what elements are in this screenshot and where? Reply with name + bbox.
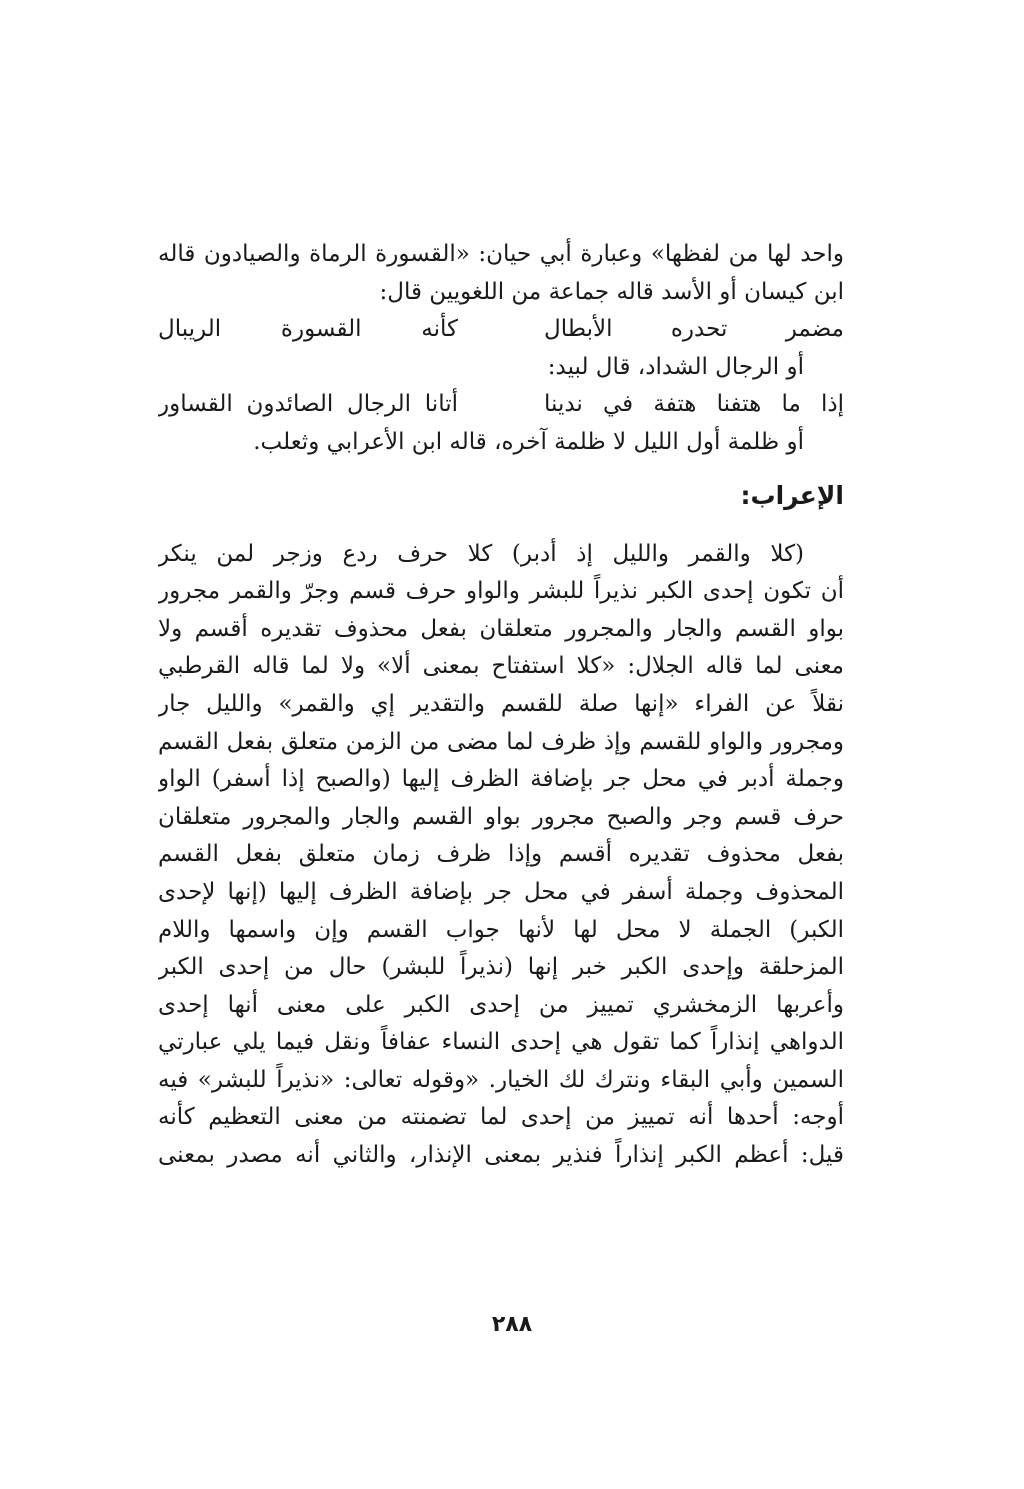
text-line: بواو القسم والجار والمجرور متعلقان بفعل محذوف تقديره أقسم ولا — [158, 615, 844, 642]
verse-second-hemistich: كأنه القسورة الريبال — [158, 316, 458, 343]
page-number: ٢٨٨ — [491, 1312, 533, 1337]
verse-second-hemistich: أتانا الرجال الصائدون القساور — [158, 391, 458, 418]
verse-first-hemistich: إذا ما هتفنا هتفة في ندينا — [544, 391, 844, 418]
text-line: ابن كيسان أو الأسد قاله جماعة من اللغويين قال: — [379, 278, 844, 305]
section-heading: الإعراب: — [740, 480, 844, 510]
text-line: المزحلقة وإحدى الكبر خبر إنها (نذيراً للبشر) حال من إحدى الكبر — [158, 954, 844, 981]
text-line: الدواهي إنذاراً كما تقول هي إحدى النساء عفافاً ونقل فيما يلي عبارتي — [158, 1029, 844, 1056]
text-line: أو ظلمة أول الليل لا ظلمة آخره، قاله ابن الأعرابي وثعلب. — [253, 428, 804, 455]
text-line: وجملة أدبر في محل جر بإضافة الظرف إليها (والصبح إذا أسفر) الواو — [158, 766, 844, 793]
text-line: أوجه: أحدها أنه تمييز من إحدى لما تضمنته من معنى التعظيم كأنه — [158, 1104, 844, 1131]
text-line: بفعل محذوف تقديره أقسم وإذا ظرف زمان متعلق بفعل القسم — [158, 841, 844, 868]
text-line: (كلا والقمر والليل إذ أدبر) كلا حرف ردع وزجر لمن ينكر — [158, 540, 804, 567]
text-line: أن تكون إحدى الكبر نذيراً للبشر والواو حرف قسم وجرّ والقمر مجرور — [158, 578, 844, 605]
text-line: الكبر) الجملة لا محل لها لأنها جواب القسم وإن واسمها واللام — [158, 916, 844, 943]
text-line: أو الرجال الشداد، قال لبيد: — [547, 353, 804, 380]
text-line: السمين وأبي البقاء ونترك لك الخيار. «وقوله تعالى: «نذيراً للبشر» فيه — [158, 1066, 844, 1093]
text-line: وأعربها الزمخشري تمييز من إحدى الكبر على معنى أنها إحدى — [158, 991, 844, 1018]
text-line: معنى لما قاله الجلال: «كلا استفتاح بمعنى ألا» ولا لما قاله القرطبي — [158, 653, 844, 680]
text-line: قيل: أعظم الكبر إنذاراً فنذير بمعنى الإنذار، والثاني أنه مصدر بمعنى — [158, 1142, 844, 1169]
poetry-verse — [158, 311, 844, 349]
text-line: واحد لها من لفظها» وعبارة أبي حيان: «القسورة الرماة والصيادون قاله — [158, 241, 844, 267]
text-line: المحذوف وجملة أسفر في محل جر بإضافة الظرف إليها (إنها لإحدى — [158, 878, 844, 905]
poetry-verse — [158, 386, 844, 424]
page-body — [158, 236, 844, 1175]
text-line: حرف قسم وجر والصبح مجرور بواو القسم والجار والمجرور متعلقان — [158, 803, 844, 830]
text-line: نقلاً عن الفراء «إنها صلة للقسم والتقدير إي والقمر» والليل جار — [158, 690, 844, 717]
verse-first-hemistich: مضمر تحدره الأبطال — [544, 316, 844, 343]
text-line: ومجرور والواو للقسم وإذ ظرف لما مضى من الزمن متعلق بفعل القسم — [158, 728, 844, 755]
